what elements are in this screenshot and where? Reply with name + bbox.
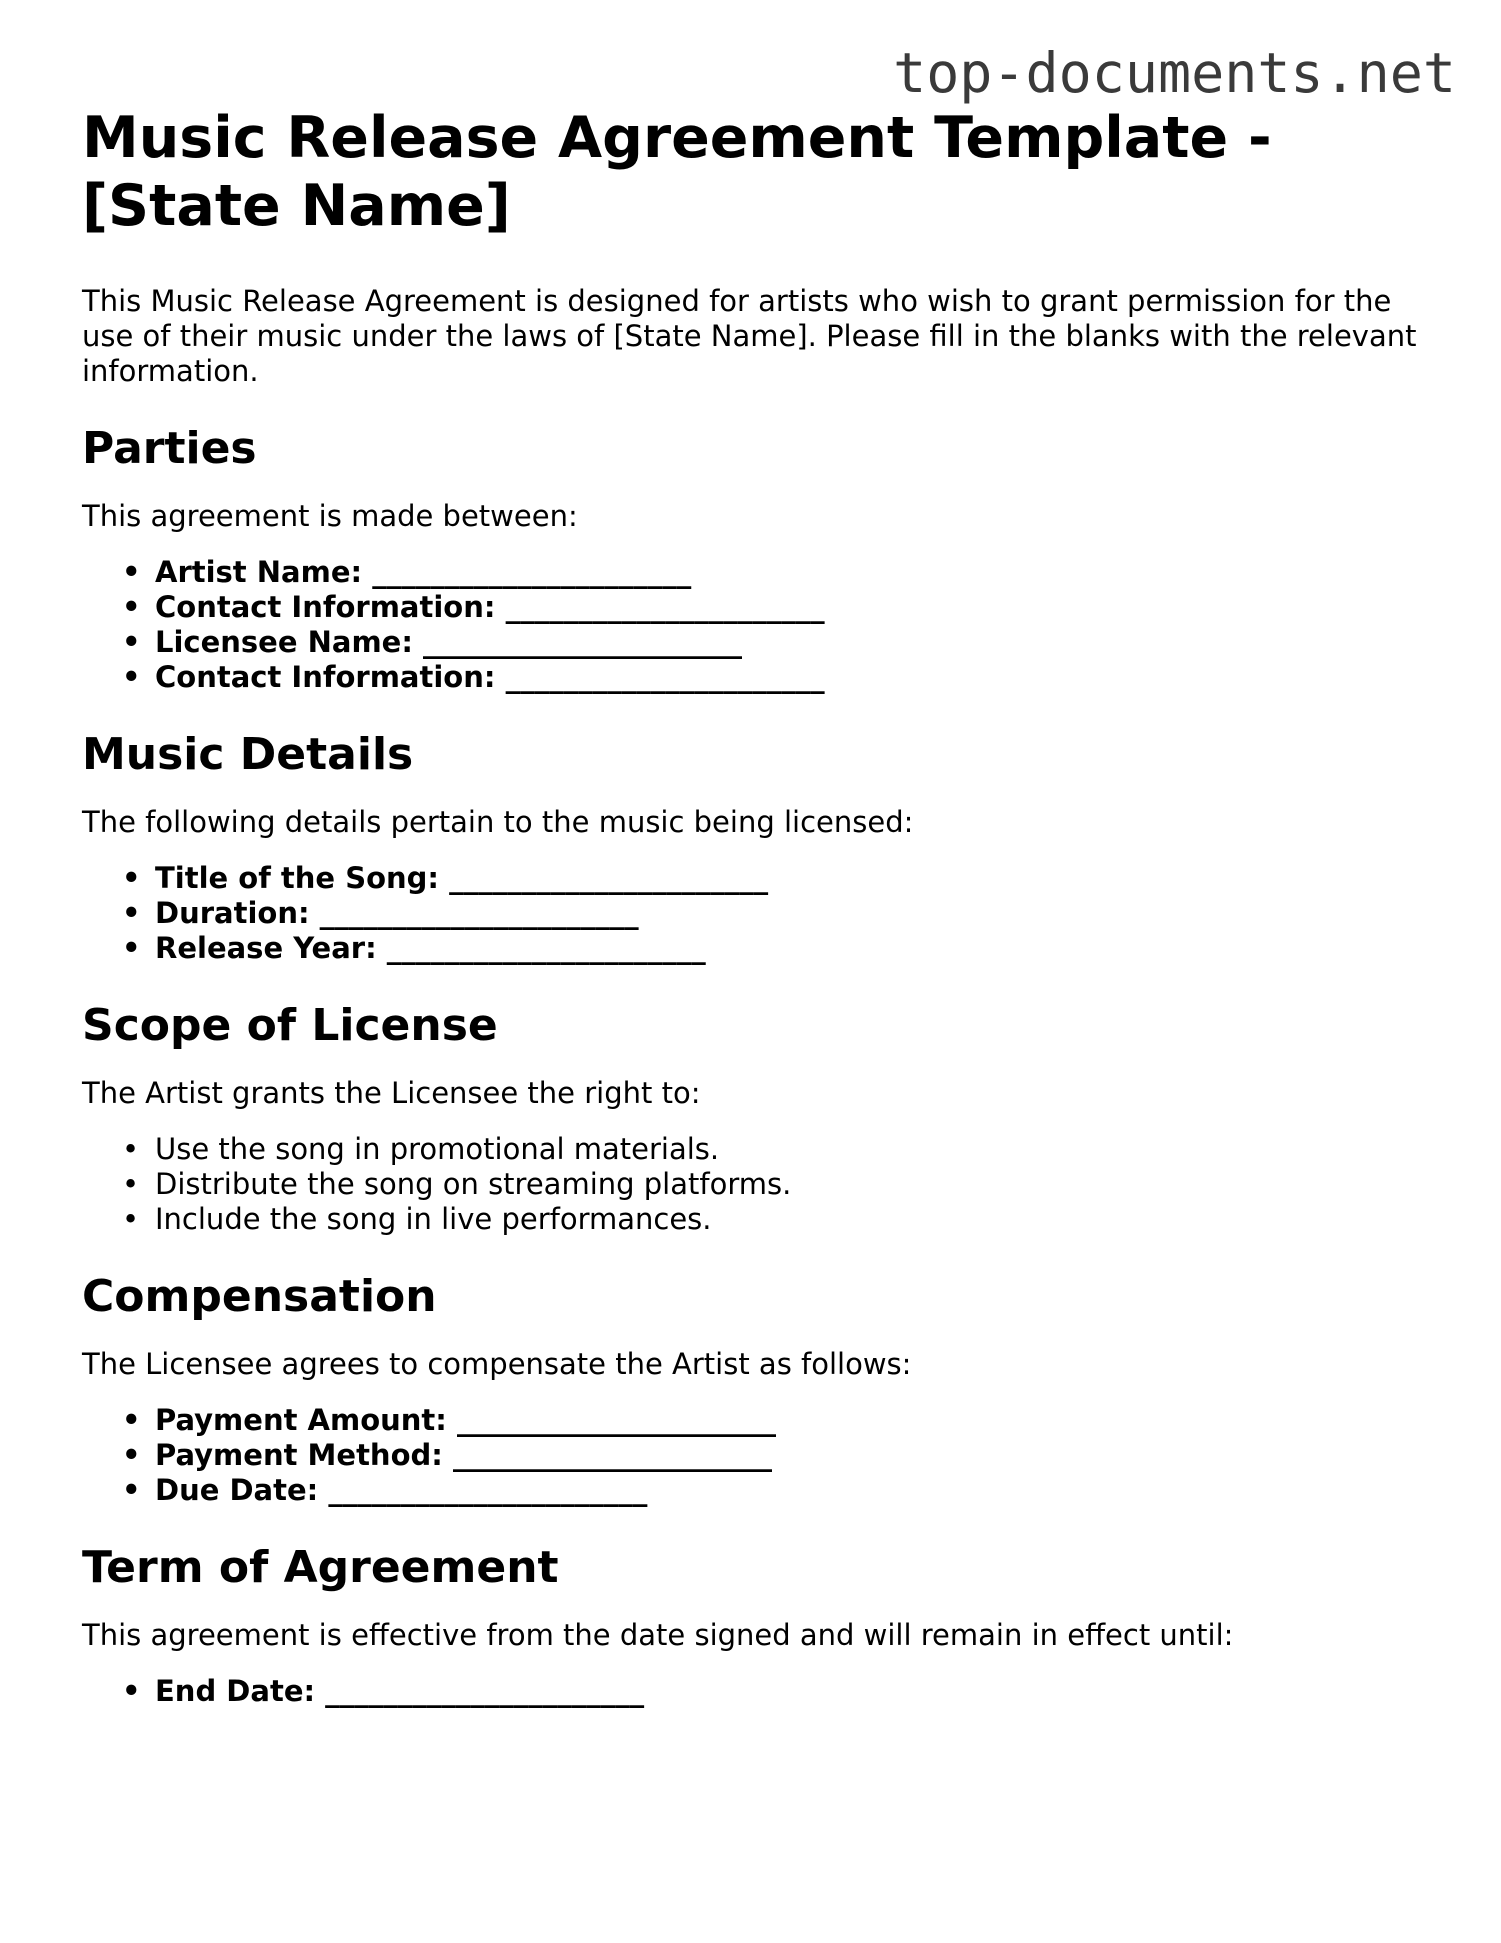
field-due-date[interactable] bbox=[122, 1473, 1422, 1508]
document-body bbox=[82, 104, 1422, 1709]
field-label: Artist Name: ______________________ bbox=[155, 555, 692, 589]
field-song-title[interactable] bbox=[122, 861, 1422, 896]
section-lead-music-details: The following details pertain to the music being licensed: bbox=[82, 805, 914, 839]
field-duration[interactable] bbox=[122, 896, 1422, 931]
bullet-icon: • bbox=[122, 896, 141, 930]
list-item-text: Use the song in promotional materials. bbox=[155, 1132, 720, 1166]
section-heading-compensation: Compensation bbox=[82, 1271, 437, 1322]
bullet-icon: • bbox=[122, 1167, 140, 1201]
bullet-icon: • bbox=[122, 861, 141, 895]
field-label: Licensee Name: ______________________ bbox=[155, 625, 743, 659]
bullet-icon: • bbox=[122, 555, 141, 589]
field-label: Payment Amount: ______________________ bbox=[155, 1403, 776, 1437]
section-term bbox=[82, 1540, 1422, 1709]
field-licensee-name[interactable] bbox=[122, 625, 1422, 660]
bullet-icon: • bbox=[122, 1132, 140, 1166]
section-scope bbox=[82, 998, 1422, 1237]
section-lead-term: This agreement is effective from the date signed and will remain in effect until: bbox=[82, 1618, 1234, 1652]
field-label: End Date: ______________________ bbox=[155, 1674, 645, 1708]
bullet-icon: • bbox=[122, 1403, 141, 1437]
music-details-field-list bbox=[82, 861, 1422, 966]
section-heading-parties: Parties bbox=[82, 423, 257, 474]
list-item-text: Distribute the song on streaming platforms. bbox=[155, 1167, 792, 1201]
bullet-icon: • bbox=[122, 1674, 141, 1708]
field-artist-name[interactable] bbox=[122, 555, 1422, 590]
section-parties bbox=[82, 421, 1422, 695]
document-title: Music Release Agreement Template - [State Name] bbox=[82, 105, 1272, 239]
term-field-list bbox=[82, 1674, 1422, 1709]
field-label: Title of the Song: ______________________ bbox=[155, 861, 769, 895]
section-heading-scope: Scope of License bbox=[82, 1000, 498, 1051]
field-artist-contact[interactable] bbox=[122, 590, 1422, 625]
list-item-text: Include the song in live performances. bbox=[155, 1202, 712, 1236]
section-heading-term: Term of Agreement bbox=[82, 1542, 559, 1593]
field-label: Duration: ______________________ bbox=[155, 896, 639, 930]
field-label: Due Date: ______________________ bbox=[155, 1473, 648, 1507]
bullet-icon: • bbox=[122, 590, 141, 624]
field-payment-method[interactable] bbox=[122, 1438, 1422, 1473]
list-item bbox=[122, 1167, 1422, 1202]
bullet-icon: • bbox=[122, 1438, 141, 1472]
parties-field-list bbox=[82, 555, 1422, 695]
compensation-field-list bbox=[82, 1403, 1422, 1508]
bullet-icon: • bbox=[122, 1473, 141, 1507]
bullet-icon: • bbox=[122, 1202, 140, 1236]
section-lead-compensation: The Licensee agrees to compensate the Artist as follows: bbox=[82, 1347, 912, 1381]
field-end-date[interactable] bbox=[122, 1674, 1422, 1709]
site-watermark: top-documents.net bbox=[893, 41, 1456, 105]
section-lead-scope: The Artist grants the Licensee the right to: bbox=[82, 1076, 701, 1110]
list-item bbox=[122, 1132, 1422, 1167]
field-label: Payment Method: ______________________ bbox=[155, 1438, 772, 1472]
section-compensation bbox=[82, 1269, 1422, 1508]
scope-list bbox=[82, 1132, 1422, 1237]
field-label: Release Year: ______________________ bbox=[155, 931, 706, 965]
field-label: Contact Information: ______________________ bbox=[155, 590, 825, 624]
bullet-icon: • bbox=[122, 660, 141, 694]
field-payment-amount[interactable] bbox=[122, 1403, 1422, 1438]
section-music-details bbox=[82, 727, 1422, 966]
bullet-icon: • bbox=[122, 931, 141, 965]
section-lead-parties: This agreement is made between: bbox=[82, 499, 578, 533]
list-item bbox=[122, 1202, 1422, 1237]
field-release-year[interactable] bbox=[122, 931, 1422, 966]
field-label: Contact Information: ______________________ bbox=[155, 660, 825, 694]
bullet-icon: • bbox=[122, 625, 141, 659]
intro-paragraph: This Music Release Agreement is designed for artists who wish to grant permission for the use of their music under the laws of [State Name]. Please fill in the blanks with the relevant information. bbox=[82, 284, 1417, 388]
field-licensee-contact[interactable] bbox=[122, 660, 1422, 695]
section-heading-music-details: Music Details bbox=[82, 729, 414, 780]
